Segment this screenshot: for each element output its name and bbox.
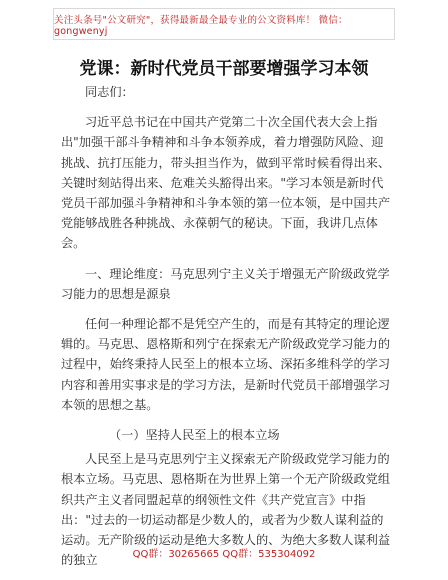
document-title: 党课：新时代党员干部要增强学习本领 <box>79 59 369 79</box>
paragraph-people-first: 人民至上是马克思列宁主义探索无产阶级政党学习能力的根本立场。马克思、恩格斯在为世界上第一个无产阶级政党组织共产主义者同盟起草的纲领性文件《共产党宣言》中指出："过去的一切运动都是少数人的，或者为少数人谋利益的运动。无产阶级的运动是绝大多数人的、为绝大多数人谋利益的独立 <box>61 452 391 568</box>
document-body <box>61 82 391 570</box>
paragraph-intro: 习近平总书记在中国共产党第二十次全国代表大会上指出"加强干部斗争精神和斗争本领养成，着力增强防风险、迎挑战、抗打压能力，带头担当作为，做到平常时候看得出来、关键时刻站得出来、危难关头豁得出来。"学习本领是新时代党员干部加强斗争精神和斗争本领的第一位本领，是中国共产党能够战胜各种挑战、永葆朝气的秘诀。下面，我讲几点体会。 <box>61 115 391 251</box>
section-heading-1: 一、理论维度：马克思列宁主义关于增强无产阶级政党学习能力的思想是源泉 <box>61 266 390 301</box>
promo-banner <box>53 8 395 40</box>
footer-contact: QQ群：30265665 QQ群：535304092 <box>132 549 316 560</box>
subsection-heading-1: （一）坚持人民至上的根本立场 <box>109 428 280 443</box>
promo-banner-text: 关注头条号"公文研究"，获得最新最全最专业的公文资料库！ 微信：gongwenyj <box>54 14 348 37</box>
paragraph-theory: 任何一种理论都不是凭空产生的，而是有其特定的理论逻辑的。马克思、恩格斯和列宁在探索无产阶级政党学习能力的过程中，始终秉持人民至上的根本立场、深拓多维科学的学习内容和善用实事求是的学习方法，是新时代党员干部增强学习本领的思想之基。 <box>61 317 391 412</box>
salutation: 同志们： <box>85 85 134 99</box>
